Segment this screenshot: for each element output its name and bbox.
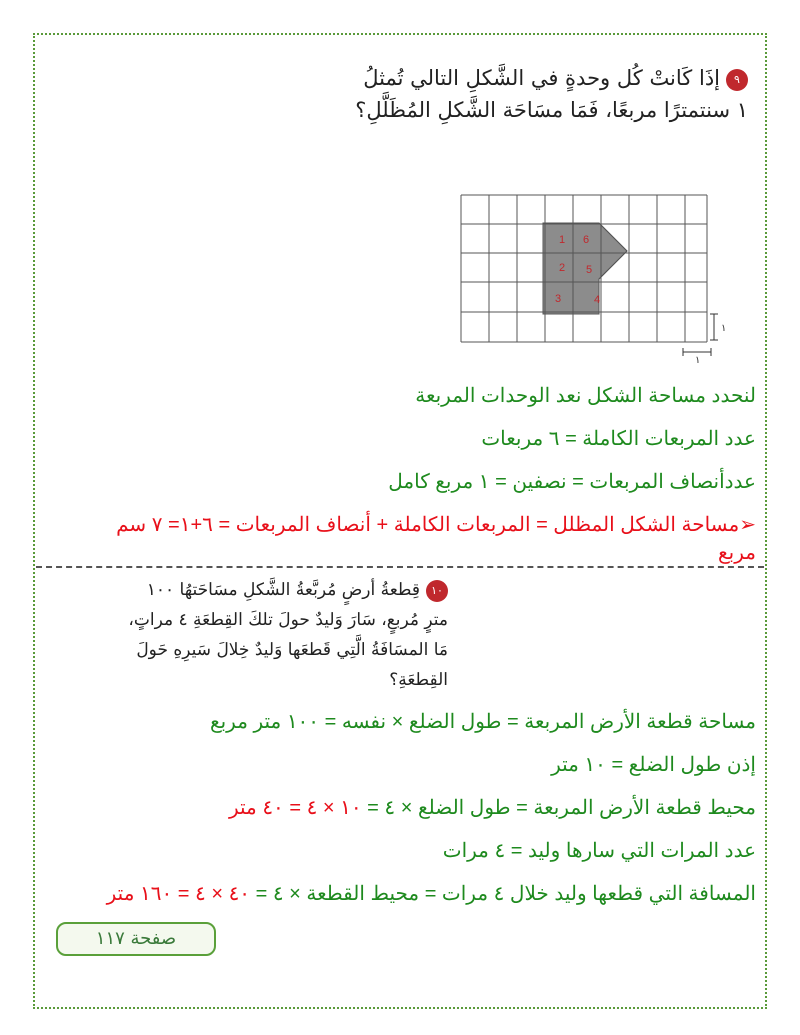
solution-9-line-1: لنحدد مساحة الشكل نعد الوحدات المربعة [415, 385, 756, 407]
solution-10-line-2: إذن طول الضلع = ١٠ متر [551, 754, 756, 776]
question-10-number: ١٠ [426, 580, 448, 602]
square-label-4: 4 [594, 294, 601, 306]
question-10-line-4: القِطعَةِ؟ [389, 670, 448, 690]
square-label-5: 5 [586, 264, 593, 276]
section-divider [36, 566, 764, 568]
question-9-number: ٩ [726, 69, 748, 91]
solution-10-line-1: مساحة قطعة الأرض المربعة = طول الضلع × نفسه = ١٠٠ متر مربع [209, 711, 756, 733]
unit-markers [683, 314, 718, 356]
square-label-6: 6 [583, 234, 590, 246]
arrow-bullet-icon: ➢ [739, 514, 756, 536]
solution-9-line-2: عدد المربعات الكاملة = ٦ مربعات [481, 428, 756, 450]
grid-figure [455, 188, 745, 368]
solution-9-line-5: مربع [718, 542, 756, 564]
square-label-3: 3 [555, 293, 562, 305]
question-9-line-2: ١ سنتمترًا مربعًا، فَمَا مسَاحَة الشَّكلِ المُظَلَّلِ؟ [355, 98, 748, 122]
question-9 [355, 62, 748, 126]
question-10-line-3: مَا المسَافَةُ الَّتِي قَطعَها وَليدٌ خِلالَ سَيرِهِ حَولَ [136, 640, 448, 660]
solution-10-line-5: المسافة التي قطعها وليد خلال ٤ مرات = محيط القطعة × ٤ = ٤٠ × ٤ = ١٦٠ متر [106, 883, 756, 905]
square-label-2: 2 [559, 262, 566, 274]
unit-bottom-label: ١ [695, 355, 701, 366]
page-number-badge: صفحة ١١٧ [56, 922, 216, 956]
unit-side-label: ١ [721, 323, 727, 334]
question-9-line-1: ٩إذَا كَانتْ كُل وحدةٍ في الشَّكلِ التالي تُمثلُ [355, 62, 748, 94]
solution-9-line-3: عددأنصاف المربعات = نصفين = ١ مربع كامل [388, 471, 756, 493]
question-10-line-2: مترٍ مُربعٍ، سَارَ وَليدٌ حولَ تلكَ القِطعَةِ ٤ مراتٍ، [128, 610, 448, 630]
solution-10-line-3: محيط قطعة الأرض المربعة = طول الضلع × ٤ = ١٠ × ٤ = ٤٠ متر [228, 797, 756, 819]
question-10 [128, 575, 448, 695]
question-10-line-1: ١٠قِطعةُ أرضٍ مُربَّعةُ الشَّكلِ مسَاحَتهُا ١٠٠ [128, 575, 448, 605]
square-label-1: 1 [559, 234, 566, 246]
solution-9-line-4: ➢مساحة الشكل المظلل = المربعات الكاملة + أنصاف المربعات = ٦+١= ٧ سم [116, 514, 756, 536]
solution-10-line-4: عدد المرات التي سارها وليد = ٤ مرات [442, 840, 756, 862]
